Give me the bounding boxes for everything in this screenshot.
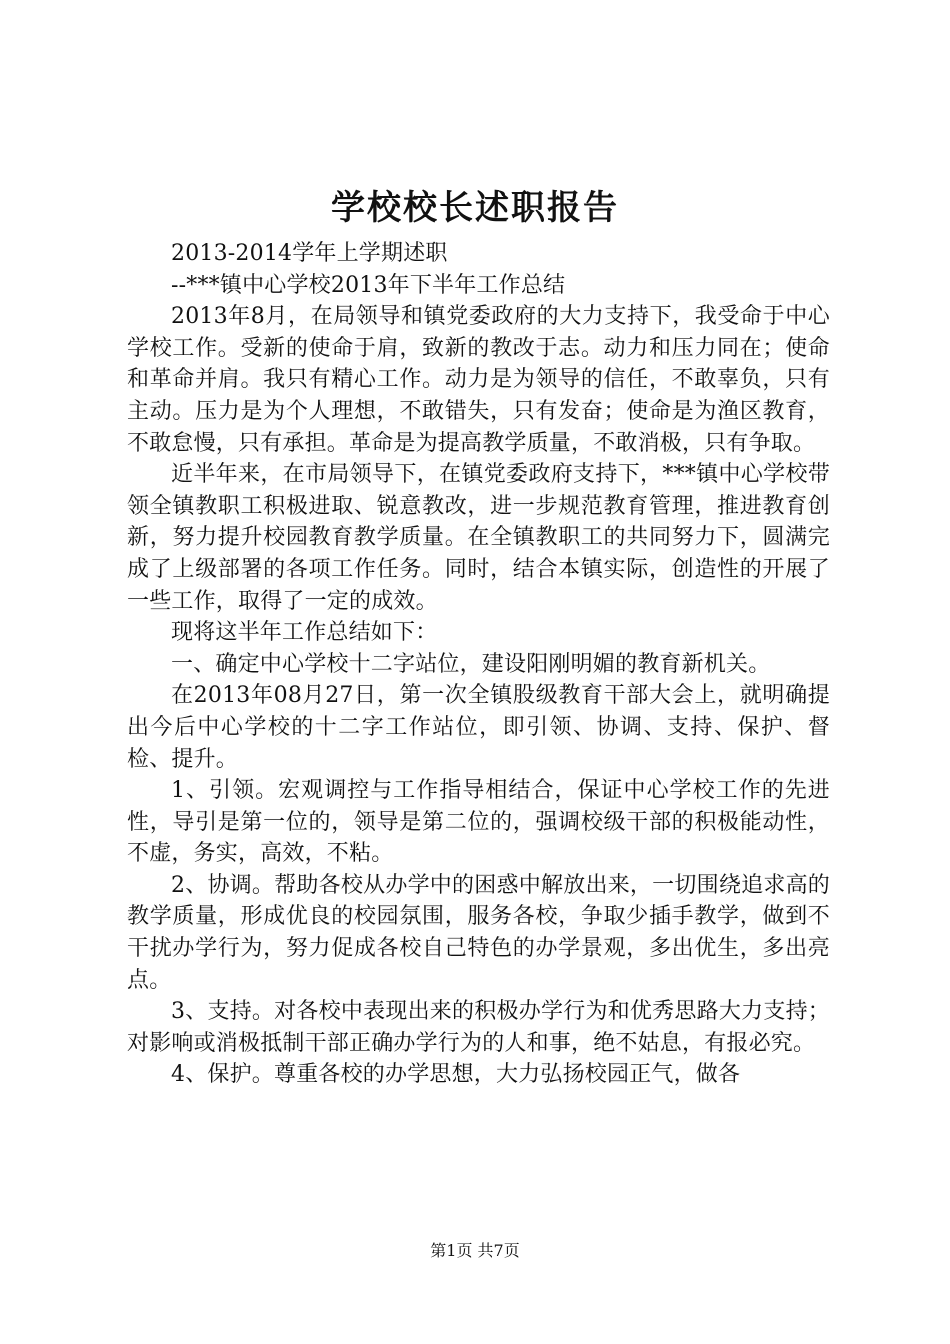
body-paragraph: 现将这半年工作总结如下： (171, 620, 438, 646)
document-title: 学校校长述职报告 (331, 188, 619, 228)
document-body (127, 238, 830, 1091)
list-item: 1、引领。宏观调控与工作指导相结合，保证中心学校工作的先进性，导引是第一位的，领导是第二位的，强调校级干部的积极能动性，不虚，务实，高效，不粘。 (127, 778, 830, 867)
list-item: 2、协调。帮助各校从办学中的困惑中解放出来，一切围绕追求高的教学质量，形成优良的校园氛围，服务各校，争取少插手教学，做到不干扰办学行为，努力促成各校自己特色的办学景观，多出优生，多出亮点。 (127, 872, 830, 993)
list-item: 4、保护。尊重各校的办学思想，大力弘扬校园正气，做各 (171, 1062, 741, 1088)
body-paragraph: 在2013年08月27日，第一次全镇股级教育干部大会上，就明确提出今后中心学校的十二字工作站位，即引领、协调、支持、保护、督检、提升。 (127, 683, 830, 772)
subtitle-line: --***镇中心学校2013年下半年工作总结 (171, 272, 566, 298)
section-heading: 一、确定中心学校十二字站位，建设阳刚明媚的教育新机关。 (171, 651, 771, 677)
body-paragraph: 2013年8月，在局领导和镇党委政府的大力支持下，我受命于中心学校工作。受新的使命于肩，致新的教改于志。动力和压力同在；使命和革命并肩。我只有精心工作。动力是为领导的信任，不敢辜负，只有主动。压力是为个人理想，不敢错失，只有发奋；使命是为渔区教育，不敢怠慢，只有承担。革命是为提高教学质量，不敢消极，只有争取。 (127, 304, 830, 456)
subtitle-line: 2013-2014学年上学期述职 (171, 241, 448, 266)
page-footer: 第1页 共7页 (430, 1241, 520, 1260)
list-item: 3、支持。对各校中表现出来的积极办学行为和优秀思路大力支持；对影响或消极抵制干部正确办学行为的人和事，绝不姑息，有报必究。 (127, 999, 830, 1056)
body-paragraph: 近半年来，在市局领导下，在镇党委政府支持下，***镇中心学校带领全镇教职工积极进取、锐意教改，进一步规范教育管理，推进教育创新，努力提升校园教育教学质量。在全镇教职工的共同努力下，圆满完成了上级部署的各项工作任务。同时，结合本镇实际，创造性的开展了一些工作，取得了一定的成效。 (127, 462, 830, 614)
